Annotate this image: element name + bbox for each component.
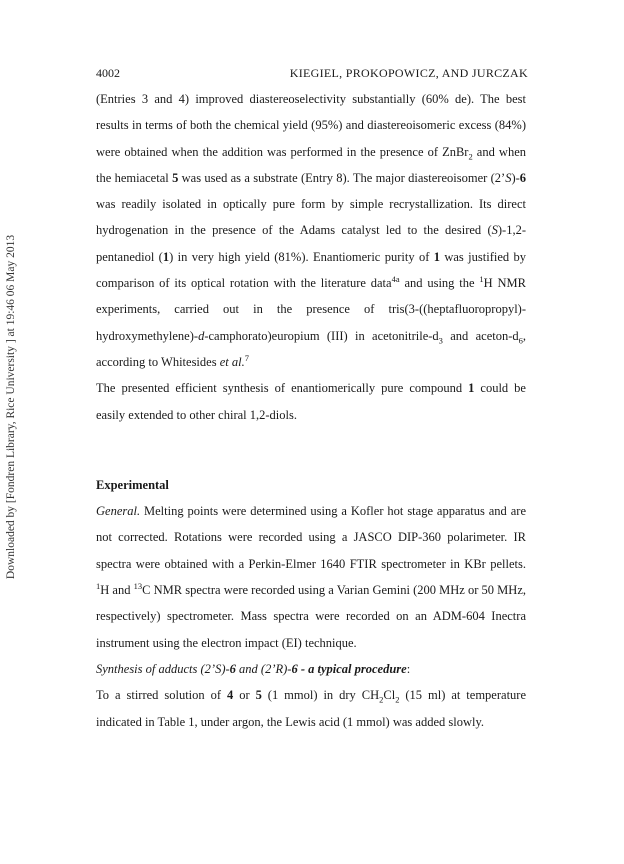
subscript: 2 [379, 694, 384, 705]
paragraph [96, 682, 526, 735]
italic-text: et al. [219, 354, 245, 369]
italic-lead: General. [96, 504, 141, 519]
text-run: R [275, 661, 284, 676]
section-heading: Experimental [96, 477, 169, 492]
subscript: 2 [468, 151, 473, 162]
text-run: , according to Whitesides [96, 328, 527, 369]
text-run: Cl [383, 688, 396, 703]
text-run: )- [283, 661, 292, 676]
download-notice [2, 182, 20, 632]
bold-italic-text: - a typical procedure [297, 661, 407, 676]
compound-number: 4 [226, 688, 234, 703]
text-run: The presented efficient synthesis of enantiomerically pure compound [96, 381, 469, 396]
superscript: 13 [133, 580, 143, 591]
text-run: (1 mmol) in dry CH [261, 688, 380, 703]
paragraph [96, 375, 526, 428]
text-run: : [406, 661, 411, 676]
compound-number: 6 [519, 170, 527, 185]
text-run: -camphorato)europium (III) in acetonitrile-d [204, 328, 439, 343]
italic-text: S [505, 170, 512, 185]
italic-text: d [198, 328, 205, 343]
text-run: H NMR experiments, carried out in the presence of tris(3-((heptafluoropropyl)-hydroxymethylene)- [96, 276, 526, 343]
text-run: )- [221, 661, 230, 676]
subscript: 2 [395, 694, 400, 705]
subscript: 3 [438, 335, 443, 346]
text-run: (15 ml) at temperature indicated in Table 1, under argon, the Lewis acid (1 mmol) was added slowly. [96, 688, 526, 729]
text-run: and aceton-d [442, 328, 519, 343]
text-run: Synthesis of adducts (2’ [96, 661, 216, 676]
compound-number: 6 [229, 661, 236, 676]
text-run: was justified by comparison of its optical rotation with the literature data [96, 249, 527, 291]
text-run: S [215, 661, 222, 676]
text-run: was readily isolated in optically pure form by simple recrystallization. Its direct hydrogenation in the presence of the Adams catalyst led to the desired ( [96, 197, 526, 238]
text-run: and when the hemiacetal [96, 144, 526, 185]
superscript: 1 [96, 580, 101, 591]
citation-ref: 4a [391, 273, 400, 284]
body-text [96, 86, 526, 735]
text-run: and using the [399, 276, 480, 291]
citation-ref: 7 [244, 352, 249, 363]
running-head: KIEGIEL, PROKOPOWICZ, AND JURCZAK [289, 66, 528, 80]
text-run: Melting points were determined using a Kofler hot stage apparatus and are not corrected. Rotations were recorded using a JASCO DIP-360 polarimeter. IR spectra were obtained with a Perkin-Elmer 1640 FTIR spectrometer in KBr pellets. [96, 504, 526, 571]
text-run: could be easily extended to other chiral 1,2-diols. [96, 381, 526, 422]
text-run: or [233, 688, 256, 703]
compound-number: 6 [291, 661, 298, 676]
subsection-heading [96, 656, 526, 682]
subscript: 6 [518, 335, 523, 346]
compound-number: 1 [433, 249, 440, 264]
paragraph [96, 498, 526, 656]
text-run: H and [100, 583, 134, 598]
text-run: was used as a substrate (Entry 8). The major diastereoisomer (2’ [178, 170, 506, 185]
paragraph [96, 86, 526, 375]
text-run: )-1,2-pentanediol ( [96, 223, 526, 264]
download-notice-text: Downloaded by [Fondren Library, Rice University ] at 19:46 06 May 2013 [5, 234, 17, 580]
italic-text: S [491, 223, 498, 238]
compound-number: 1 [468, 381, 475, 396]
text-run: To a stirred solution of [96, 688, 227, 703]
text-run: )- [511, 170, 520, 185]
compound-number: 5 [255, 688, 262, 703]
compound-number: 5 [172, 170, 179, 185]
text-run: (Entries 3 and 4) improved diastereoselectivity substantially (60% de). The best results in terms of both the chemical yield (95%) and diastereoisomeric excess (84%) were obtained when the addition was performed in the presence of ZnBr [96, 92, 526, 159]
text-run: C NMR spectra were recorded using a Varian Gemini (200 MHz or 50 MHz, respectively) spectrometer. Mass spectra were recorded on an ADM-604 Inectra instrument using the electron impact (EI) technique. [96, 583, 526, 650]
text-run: ) in very high yield (81%). Enantiomeric purity of [169, 249, 434, 264]
text-run: and (2’ [235, 661, 276, 676]
page-number: 4002 [96, 66, 120, 80]
superscript: 1 [479, 273, 484, 284]
compound-number: 1 [162, 249, 170, 264]
